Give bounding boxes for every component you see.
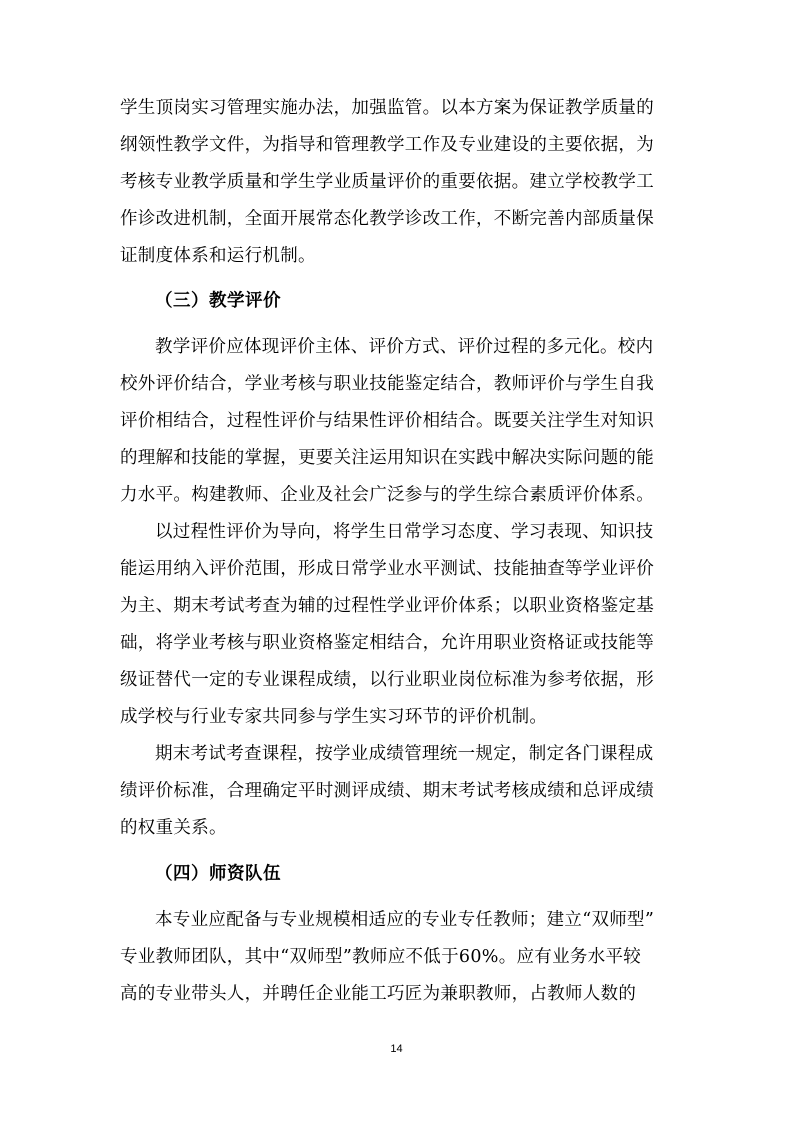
text-line: 证制度体系和运行机制。	[120, 246, 316, 266]
text-line: 础，将学业考核与职业资格鉴定相结合，允许用职业资格证或技能等	[120, 633, 654, 653]
text-line: 期末考试考查课程，按学业成绩管理统一规定，制定各门课程成	[155, 744, 654, 764]
section-heading-teaching-evaluation: （三）教学评价	[155, 291, 281, 311]
text-line: 专业教师团队，其中“双师型”教师应不低于60%。应有业务水平较	[120, 947, 642, 967]
text-line: 的理解和技能的掌握，更要关注运用知识在实践中解决实际问题的能	[120, 448, 654, 468]
text-line: 绩评价标准，合理确定平时测评成绩、期末考试考核成绩和总评成绩	[120, 781, 654, 801]
text-line: 学生顶岗实习管理实施办法，加强监管。以本方案为保证教学质量的	[120, 98, 654, 118]
text-line: 以过程性评价为导向，将学生日常学习态度、学习表现、知识技	[155, 522, 654, 542]
text-line: 本专业应配备与专业规模相适应的专业专任教师；建立“双师型”	[155, 910, 655, 930]
page-number: 14	[390, 1043, 403, 1055]
text-line: 教学评价应体现评价主体、评价方式、评价过程的多元化。校内	[155, 337, 654, 357]
section-heading-teaching-staff: （四）师资队伍	[155, 864, 281, 884]
text-line: 评价相结合，过程性评价与结果性评价相结合。既要关注学生对知识	[120, 411, 654, 431]
text-line: 考核专业教学质量和学生学业质量评价的重要依据。建立学校教学工	[120, 172, 654, 192]
text-line: 校外评价结合，学业考核与职业技能鉴定结合，教师评价与学生自我	[120, 374, 654, 394]
text-line: 为主、期末考试考查为辅的过程性学业评价体系；以职业资格鉴定基	[120, 596, 654, 616]
text-line: 高的专业带头人，并聘任企业能工巧匠为兼职教师，占教师人数的	[120, 984, 637, 1004]
text-line: 作诊改进机制，全面开展常态化教学诊改工作，不断完善内部质量保	[120, 209, 654, 229]
text-line: 成学校与行业专家共同参与学生实习环节的评价机制。	[120, 707, 548, 727]
text-line: 能运用纳入评价范围，形成日常学业水平测试、技能抽查等学业评价	[120, 559, 654, 579]
text-line: 纲领性教学文件，为指导和管理教学工作及专业建设的主要依据，为	[120, 135, 654, 155]
text-line: 力水平。构建教师、企业及社会广泛参与的学生综合素质评价体系。	[120, 485, 654, 505]
text-line: 级证替代一定的专业课程成绩，以行业职业岗位标准为参考依据，形	[120, 670, 654, 690]
text-line: 的权重关系。	[120, 818, 227, 838]
